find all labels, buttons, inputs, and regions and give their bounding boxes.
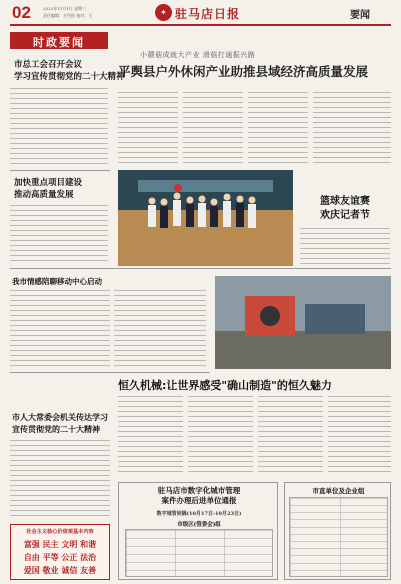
date-line: 2023年11月1日 星期三	[43, 6, 87, 11]
divider	[10, 372, 210, 373]
left-article-3-body	[10, 290, 110, 368]
core-values-row-1: 富强 民主 文明 和谐	[23, 540, 97, 549]
notice-subtitle: 数字城管间隔(10月17日-10月23日)	[156, 511, 242, 517]
divider	[10, 170, 110, 171]
lead-headline: 平舆县户外休闲产业助推县域经济高质量发展	[118, 64, 369, 79]
left-article-3-headline: 我市情感陪聊移动中心启动	[12, 277, 102, 286]
factory-photo	[215, 276, 391, 369]
ranking-table	[289, 497, 388, 577]
photo-caption-title: 篮球友谊赛 欢庆记者节	[320, 196, 370, 221]
left-article-3-body-b	[114, 290, 206, 368]
basketball-scene-icon	[118, 170, 293, 266]
ranking-box	[284, 482, 391, 580]
photo-caption-body	[300, 228, 390, 266]
notice-box	[118, 482, 278, 580]
notice-title: 驻马店市数字化城市管理 案件办理后进单位通报	[157, 486, 241, 505]
masthead	[0, 0, 401, 27]
masthead-divider	[10, 24, 391, 26]
factory-scene-icon	[215, 276, 391, 369]
left-article-2-body	[10, 205, 108, 265]
left-article-4-body	[10, 440, 110, 520]
banner-title: 时政要闻	[33, 36, 85, 49]
lead-body-col2	[183, 92, 243, 166]
ranking-title: 市直单位及企业组	[312, 487, 365, 495]
notice-table	[125, 529, 273, 577]
core-values-title: 社会主义核心价值观基本内容	[26, 529, 94, 535]
section-banner	[10, 32, 108, 49]
divider	[10, 268, 391, 269]
lead-body-col4	[313, 92, 391, 166]
editor-line: 责任编辑：万雪松 校对：王	[43, 13, 93, 18]
lead-kicker: 小蘑菇成就大产业 滑菇打通振兴路	[140, 51, 256, 59]
mid-feature-headline: 恒久机械:让世界感受"确山制造"的恒久魅力	[118, 379, 332, 392]
mid-feature-col2	[188, 396, 253, 474]
mid-feature-col4	[328, 396, 391, 474]
logo-seal-icon: ✦	[155, 4, 172, 21]
core-values-row-3: 爱国 敬业 诚信 友善	[23, 566, 97, 575]
core-values-box	[10, 524, 110, 580]
basketball-photo	[118, 170, 293, 266]
left-article-4-headline: 市人大常委会机关传达学习 宣传贯彻党的二十大精神	[12, 413, 108, 434]
lead-body-col3	[248, 92, 308, 166]
paper-name: 驻马店日报	[175, 7, 241, 21]
left-article-1-headline: 市总工会召开会议 学习宣传贯彻党的二十大精神	[14, 60, 125, 82]
core-values-row-2: 自由 平等 公正 法治	[23, 553, 97, 562]
paper-logo	[155, 3, 243, 22]
left-article-1-body	[10, 88, 108, 166]
page-number: 02	[12, 3, 31, 22]
mid-feature-col3	[258, 396, 323, 474]
notice-table-title: 市级区(管委会)组	[177, 522, 221, 528]
lead-body-col1	[118, 92, 178, 166]
section-name: 要闻	[350, 10, 370, 21]
mid-feature-col1	[118, 396, 183, 474]
left-article-2-headline: 加快重点项目建设 推动高质量发展	[14, 178, 83, 200]
